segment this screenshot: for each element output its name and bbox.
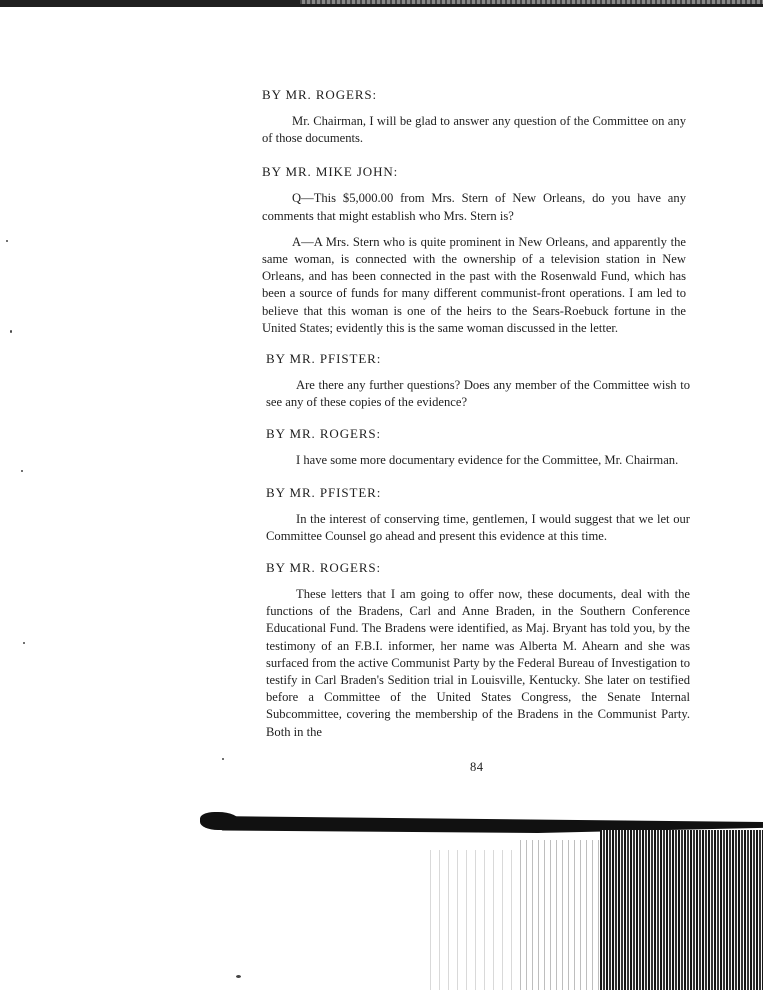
speaker-label: BY MR. ROGERS: [266,560,382,576]
question-paragraph: Q—This $5,000.00 from Mrs. Stern of New Orleans, do you have any comments that might establish who Mrs. Stern is? [262,191,686,223]
scan-speck [21,470,23,472]
scan-top-noise [300,0,763,4]
scan-artifact [520,840,610,990]
speaker-label: BY MR. MIKE JOHN: [262,164,399,180]
scan-artifact [600,830,763,990]
testimony-paragraph: In the interest of conserving time, gentlemen, I would suggest that we let our Committee Counsel go ahead and present this evidence at this time. [266,511,690,543]
answer-paragraph: A—A Mrs. Stern who is quite prominent in New Orleans, and apparently the same woman, is connected with the ownership of a television station in New Orleans, and has been connected in the past with the Rosenwald Fund, which has been a source of funds for many different communist-front operations. I am led to believe that this woman is one of the heirs to the Sears-Roebuck fortune in the United States; evidently this is the same woman discussed in the letter. [262,234,686,335]
scan-speck [236,975,241,978]
transcript-upper [262,86,686,337]
testimony-paragraph: Are there any further questions? Does any member of the Committee wish to see any of these copies of the evidence? [266,378,690,410]
scan-artifact [430,850,520,990]
page-number: 84 [470,760,484,774]
transcript-lower [266,350,690,741]
speaker-label: BY MR. PFISTER: [266,484,382,500]
scan-speck [6,240,8,242]
speaker-label: BY MR. ROGERS: [266,426,382,442]
scan-speck [23,642,25,644]
testimony-paragraph: These letters that I am going to offer now, these documents, deal with the functions of the Bradens, Carl and Anne Braden, in the Southern Conference Educational Fund. The Bradens were identified, as Maj. Bryant has told you, by the testimony of an F.B.I. informer, her name was Alberta M. Ahearn and she was surfaced from the active Communist Party by the Federal Bureau of Investigation to testify in Carl Braden's Sedition trial in Louisville, Kentucky. She later on testified before a Committee of the United States Congress, the Senate Internal Subcommittee, covering the membership of the Bradens in the Communist Party. Both in the [266,587,690,739]
scan-speck [222,758,224,760]
testimony-paragraph: I have some more documentary evidence for the Committee, Mr. Chairman. [296,453,679,468]
speaker-label: BY MR. PFISTER: [266,351,382,366]
testimony-paragraph: Mr. Chairman, I will be glad to answer any question of the Committee on any of those documents. [262,114,686,146]
scan-speck [10,330,12,333]
speaker-label: BY MR. ROGERS: [262,87,378,102]
